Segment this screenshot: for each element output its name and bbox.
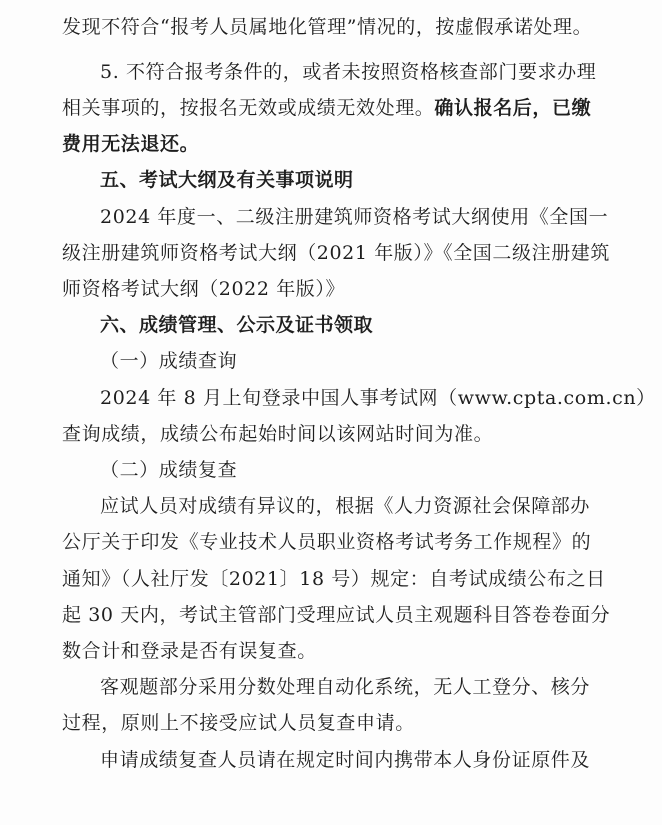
paragraph-line: 2024 年 8 月上旬登录中国人事考试网（www.cpta.com.cn） [100,387,656,409]
paragraph-line: 2024 年度一、二级注册建筑师资格考试大纲使用《全国一 [100,206,609,228]
paragraph-line: 通知》（人社厅发〔2021〕18 号）规定：自考试成绩公布之日 [62,568,606,590]
paragraph-line: 查询成绩，成绩公布起始时间以该网站时间为准。 [62,423,494,445]
paragraph-line: 5. 不符合报考条件的，或者未按照资格核查部门要求办理 [100,61,597,83]
paragraph-line: 级注册建筑师资格考试大纲（2021 年版）》《全国二级注册建筑 [62,242,610,264]
subsection-heading: （二）成绩复查 [100,459,238,481]
paragraph-line: 申请成绩复查人员请在规定时间内携带本人身份证原件及 [100,749,591,771]
section-heading: 五、考试大纲及有关事项说明 [100,169,354,191]
paragraph-line: 发现不符合“报考人员属地化管理”情况的，按虚假承诺处理。 [62,16,593,38]
paragraph-line: 过程，原则上不接受应试人员复查申请。 [62,712,415,734]
paragraph-line [62,96,591,120]
paragraph-line: 客观题部分采用分数处理自动化系统，无人工登分、核分 [100,676,591,698]
bold-notice: 费用无法退还。 [62,133,200,155]
paragraph-line: 应试人员对成绩有异议的，根据《人力资源社会保障部办 [100,495,591,517]
paragraph-line: 数合计和登录是否有误复查。 [62,640,317,662]
paragraph-line: 师资格考试大纲（2022 年版）》 [62,278,346,300]
paragraph-line: 公厅关于印发《专业技术人员职业资格考试考务工作规程》的 [62,531,592,553]
paragraph-text: 相关事项的，按报名无效或成绩无效处理。 [62,97,435,119]
paragraph-line: 起 30 天内，考试主管部门受理应试人员主观题科目答卷卷面分 [62,604,611,626]
subsection-heading: （一）成绩查询 [100,350,238,372]
section-heading: 六、成绩管理、公示及证书领取 [100,314,374,336]
bold-notice: 确认报名后，已缴 [434,97,592,119]
